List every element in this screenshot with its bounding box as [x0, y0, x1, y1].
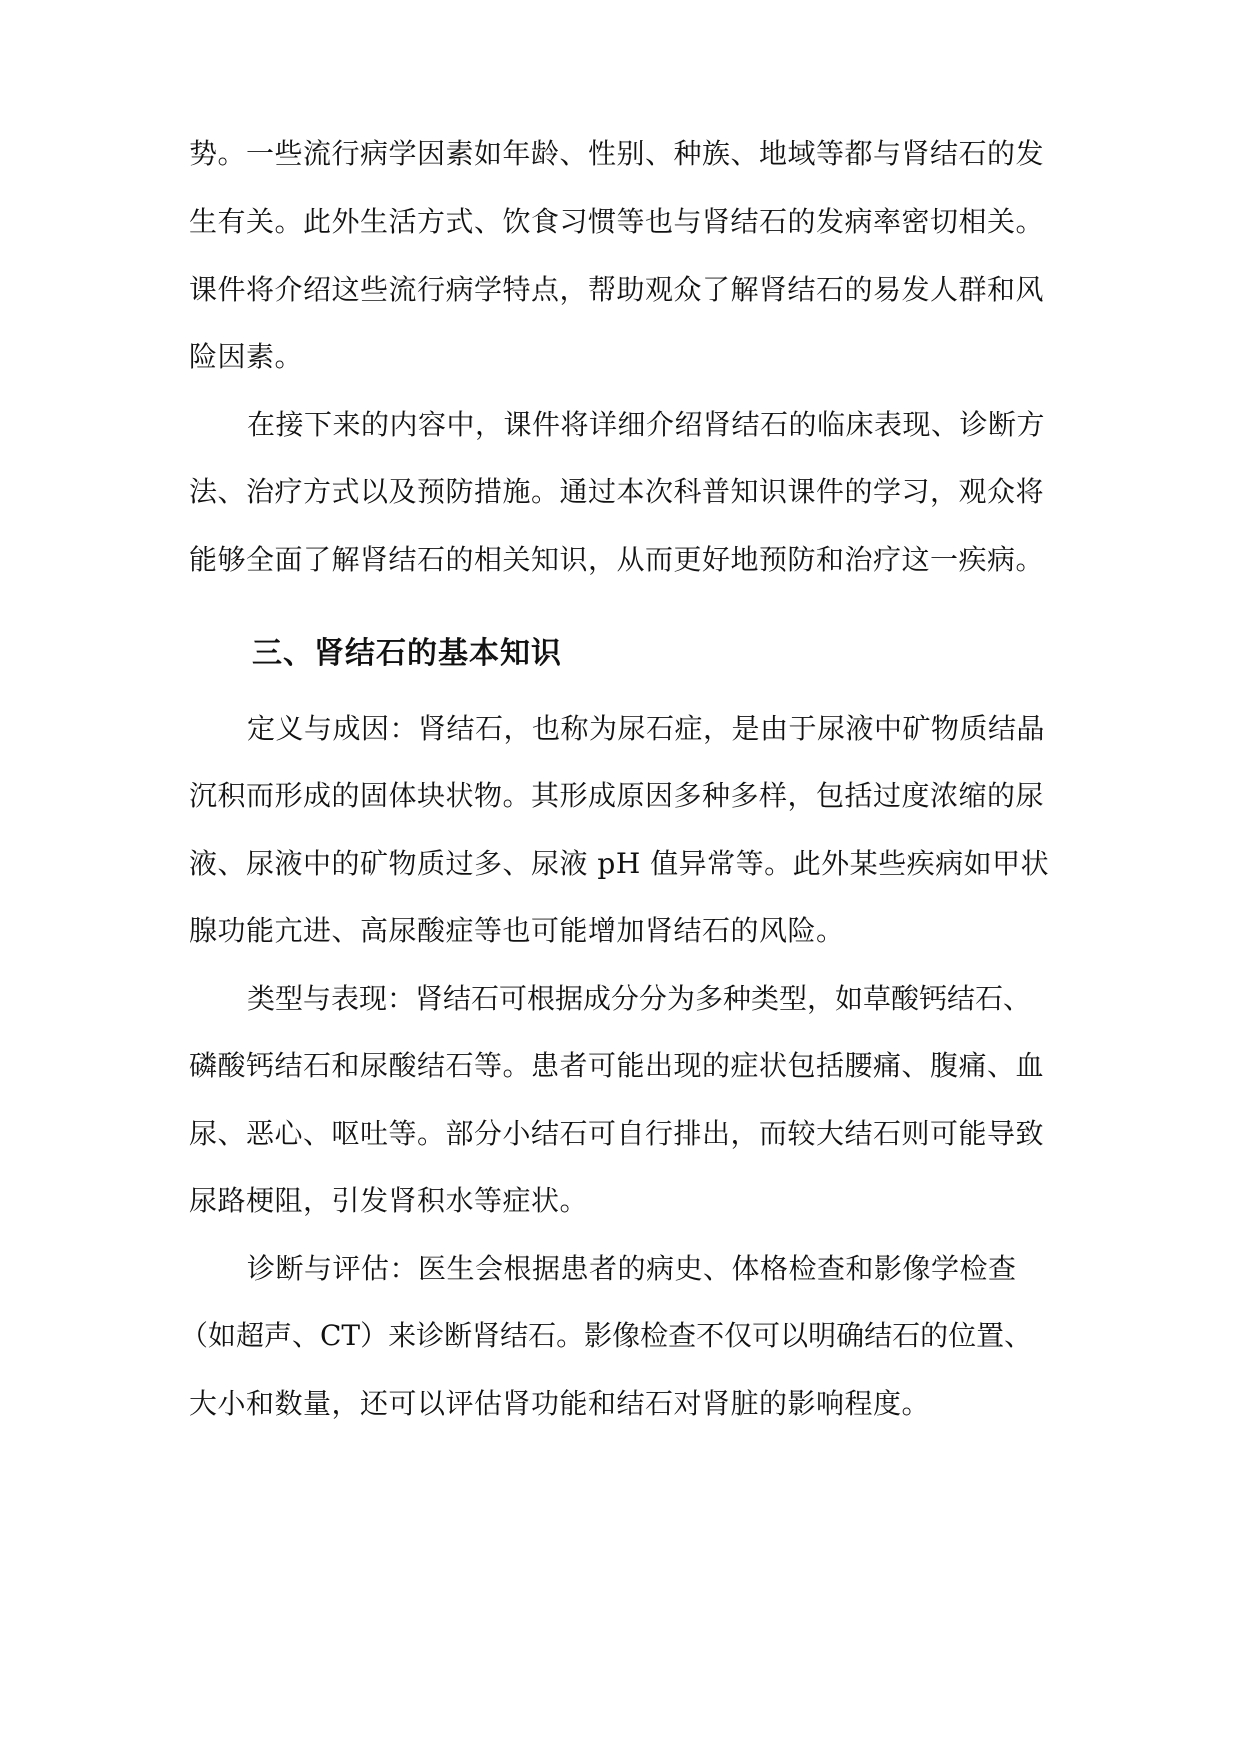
paragraph-4-line-2: 磷酸钙结石和尿酸结石等。患者可能出现的症状包括腰痛、腹痛、血: [189, 1049, 1045, 1082]
paragraph-5-line-2: （如超声、CT）来诊断肾结石。影像检查不仅可以明确结石的位置、: [180, 1319, 1033, 1352]
section-heading: 三、肾结石的基本知识: [252, 636, 562, 671]
paragraph-3-line-3: 液、尿液中的矿物质过多、尿液 pH 值异常等。此外某些疾病如甲状: [189, 847, 1050, 880]
paragraph-3-line-1: 定义与成因：肾结石，也称为尿石症，是由于尿液中矿物质结晶: [247, 712, 1046, 745]
paragraph-1-line-3: 课件将介绍这些流行病学特点，帮助观众了解肾结石的易发人群和风: [189, 273, 1045, 306]
paragraph-5-line-3: 大小和数量，还可以评估肾功能和结石对肾脏的影响程度。: [189, 1387, 931, 1420]
paragraph-5-line-1: 诊断与评估：医生会根据患者的病史、体格检查和影像学检查: [247, 1252, 1017, 1285]
paragraph-1-line-2: 生有关。此外生活方式、饮食习惯等也与肾结石的发病率密切相关。: [189, 205, 1045, 238]
paragraph-3-line-4: 腺功能亢进、高尿酸症等也可能增加肾结石的风险。: [189, 914, 845, 947]
paragraph-1-line-4: 险因素。: [189, 340, 304, 373]
paragraph-2-line-1: 在接下来的内容中，课件将详细介绍肾结石的临床表现、诊断方: [247, 408, 1046, 441]
paragraph-1-line-1: 势。一些流行病学因素如年龄、性别、种族、地域等都与肾结石的发: [189, 137, 1045, 170]
paragraph-4-line-3: 尿、恶心、呕吐等。部分小结石可自行排出，而较大结石则可能导致: [189, 1117, 1045, 1150]
paragraph-2-line-2: 法、治疗方式以及预防措施。通过本次科普知识课件的学习，观众将: [189, 475, 1045, 508]
paragraph-4-line-4: 尿路梗阻，引发肾积水等症状。: [189, 1184, 589, 1217]
paragraph-4-line-1: 类型与表现：肾结石可根据成分分为多种类型，如草酸钙结石、: [247, 982, 1032, 1015]
paragraph-2-line-3: 能够全面了解肾结石的相关知识，从而更好地预防和治疗这一疾病。: [189, 543, 1045, 576]
paragraph-3-line-2: 沉积而形成的固体块状物。其形成原因多种多样，包括过度浓缩的尿: [189, 779, 1045, 812]
